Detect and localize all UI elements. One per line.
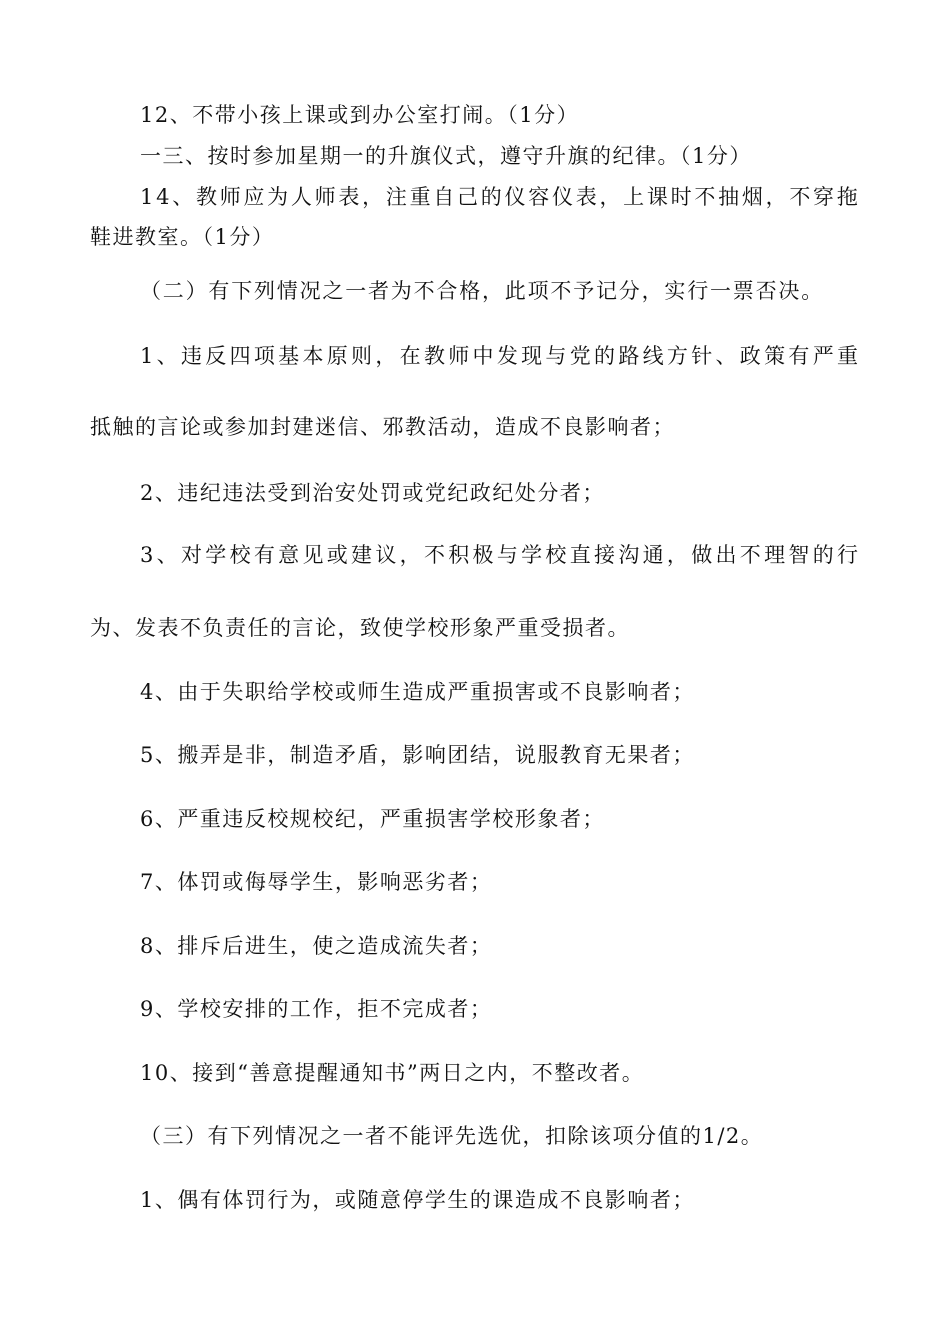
section-heading-2: （二）有下列情况之一者为不合格，此项不予记分，实行一票否决。 xyxy=(140,279,824,303)
section-heading-3: （三）有下列情况之一者不能评先选优，扣除该项分值的1/2。 xyxy=(140,1124,764,1148)
rule-item-12: 12、不带小孩上课或到办公室打闹。（1分） xyxy=(140,103,580,127)
veto-item-9: 9、学校安排的工作，拒不完成者； xyxy=(140,997,493,1021)
veto-item-1-line-1: 1 、 违 反 四 项 基 本 原 则 ， 在 教 师 中 发 现 与 党 的 路 线 方 针 、 政 策 有 严 重 xyxy=(140,344,858,368)
veto-item-2: 2、违纪违法受到治安处罚或党纪政纪处分者； xyxy=(140,481,605,505)
veto-item-10: 10、接到“善意提醒通知书”两日之内，不整改者。 xyxy=(140,1061,645,1085)
veto-item-1-line-2: 抵触的言论或参加封建迷信、邪教活动，造成不良影响者； xyxy=(90,415,675,439)
veto-item-3-line-2: 为、发表不负责任的言论，致使学校形象严重受损者。 xyxy=(90,616,630,640)
veto-item-7: 7、体罚或侮辱学生，影响恶劣者； xyxy=(140,870,493,894)
rule-item-13: 一三、按时参加星期一的升旗仪式，遵守升旗的纪律。（1分） xyxy=(140,144,752,168)
veto-item-4: 4、由于失职给学校或师生造成严重损害或不良影响者； xyxy=(140,680,695,704)
veto-item-5: 5、搬弄是非，制造矛盾，影响团结，说服教育无果者； xyxy=(140,743,695,767)
deduction-item-1: 1、偶有体罚行为，或随意停学生的课造成不良影响者； xyxy=(140,1188,695,1212)
rule-item-14-line-1: 1 4 、 教 师 应 为 人 师 表 ， 注 重 自 己 的 仪 容 仪 表 ， 上 课 时 不 抽 烟 ， 不 穿 拖 xyxy=(140,185,858,209)
veto-item-3-line-1: 3 、 对 学 校 有 意 见 或 建 议 ， 不 积 极 与 学 校 直 接 沟 通 ， 做 出 不 理 智 的 行 xyxy=(140,543,858,567)
veto-item-8: 8、排斥后进生，使之造成流失者； xyxy=(140,934,493,958)
veto-item-6: 6、严重违反校规校纪，严重损害学校形象者； xyxy=(140,807,605,831)
rule-item-14-line-2: 鞋进教室。（1分） xyxy=(90,225,275,249)
